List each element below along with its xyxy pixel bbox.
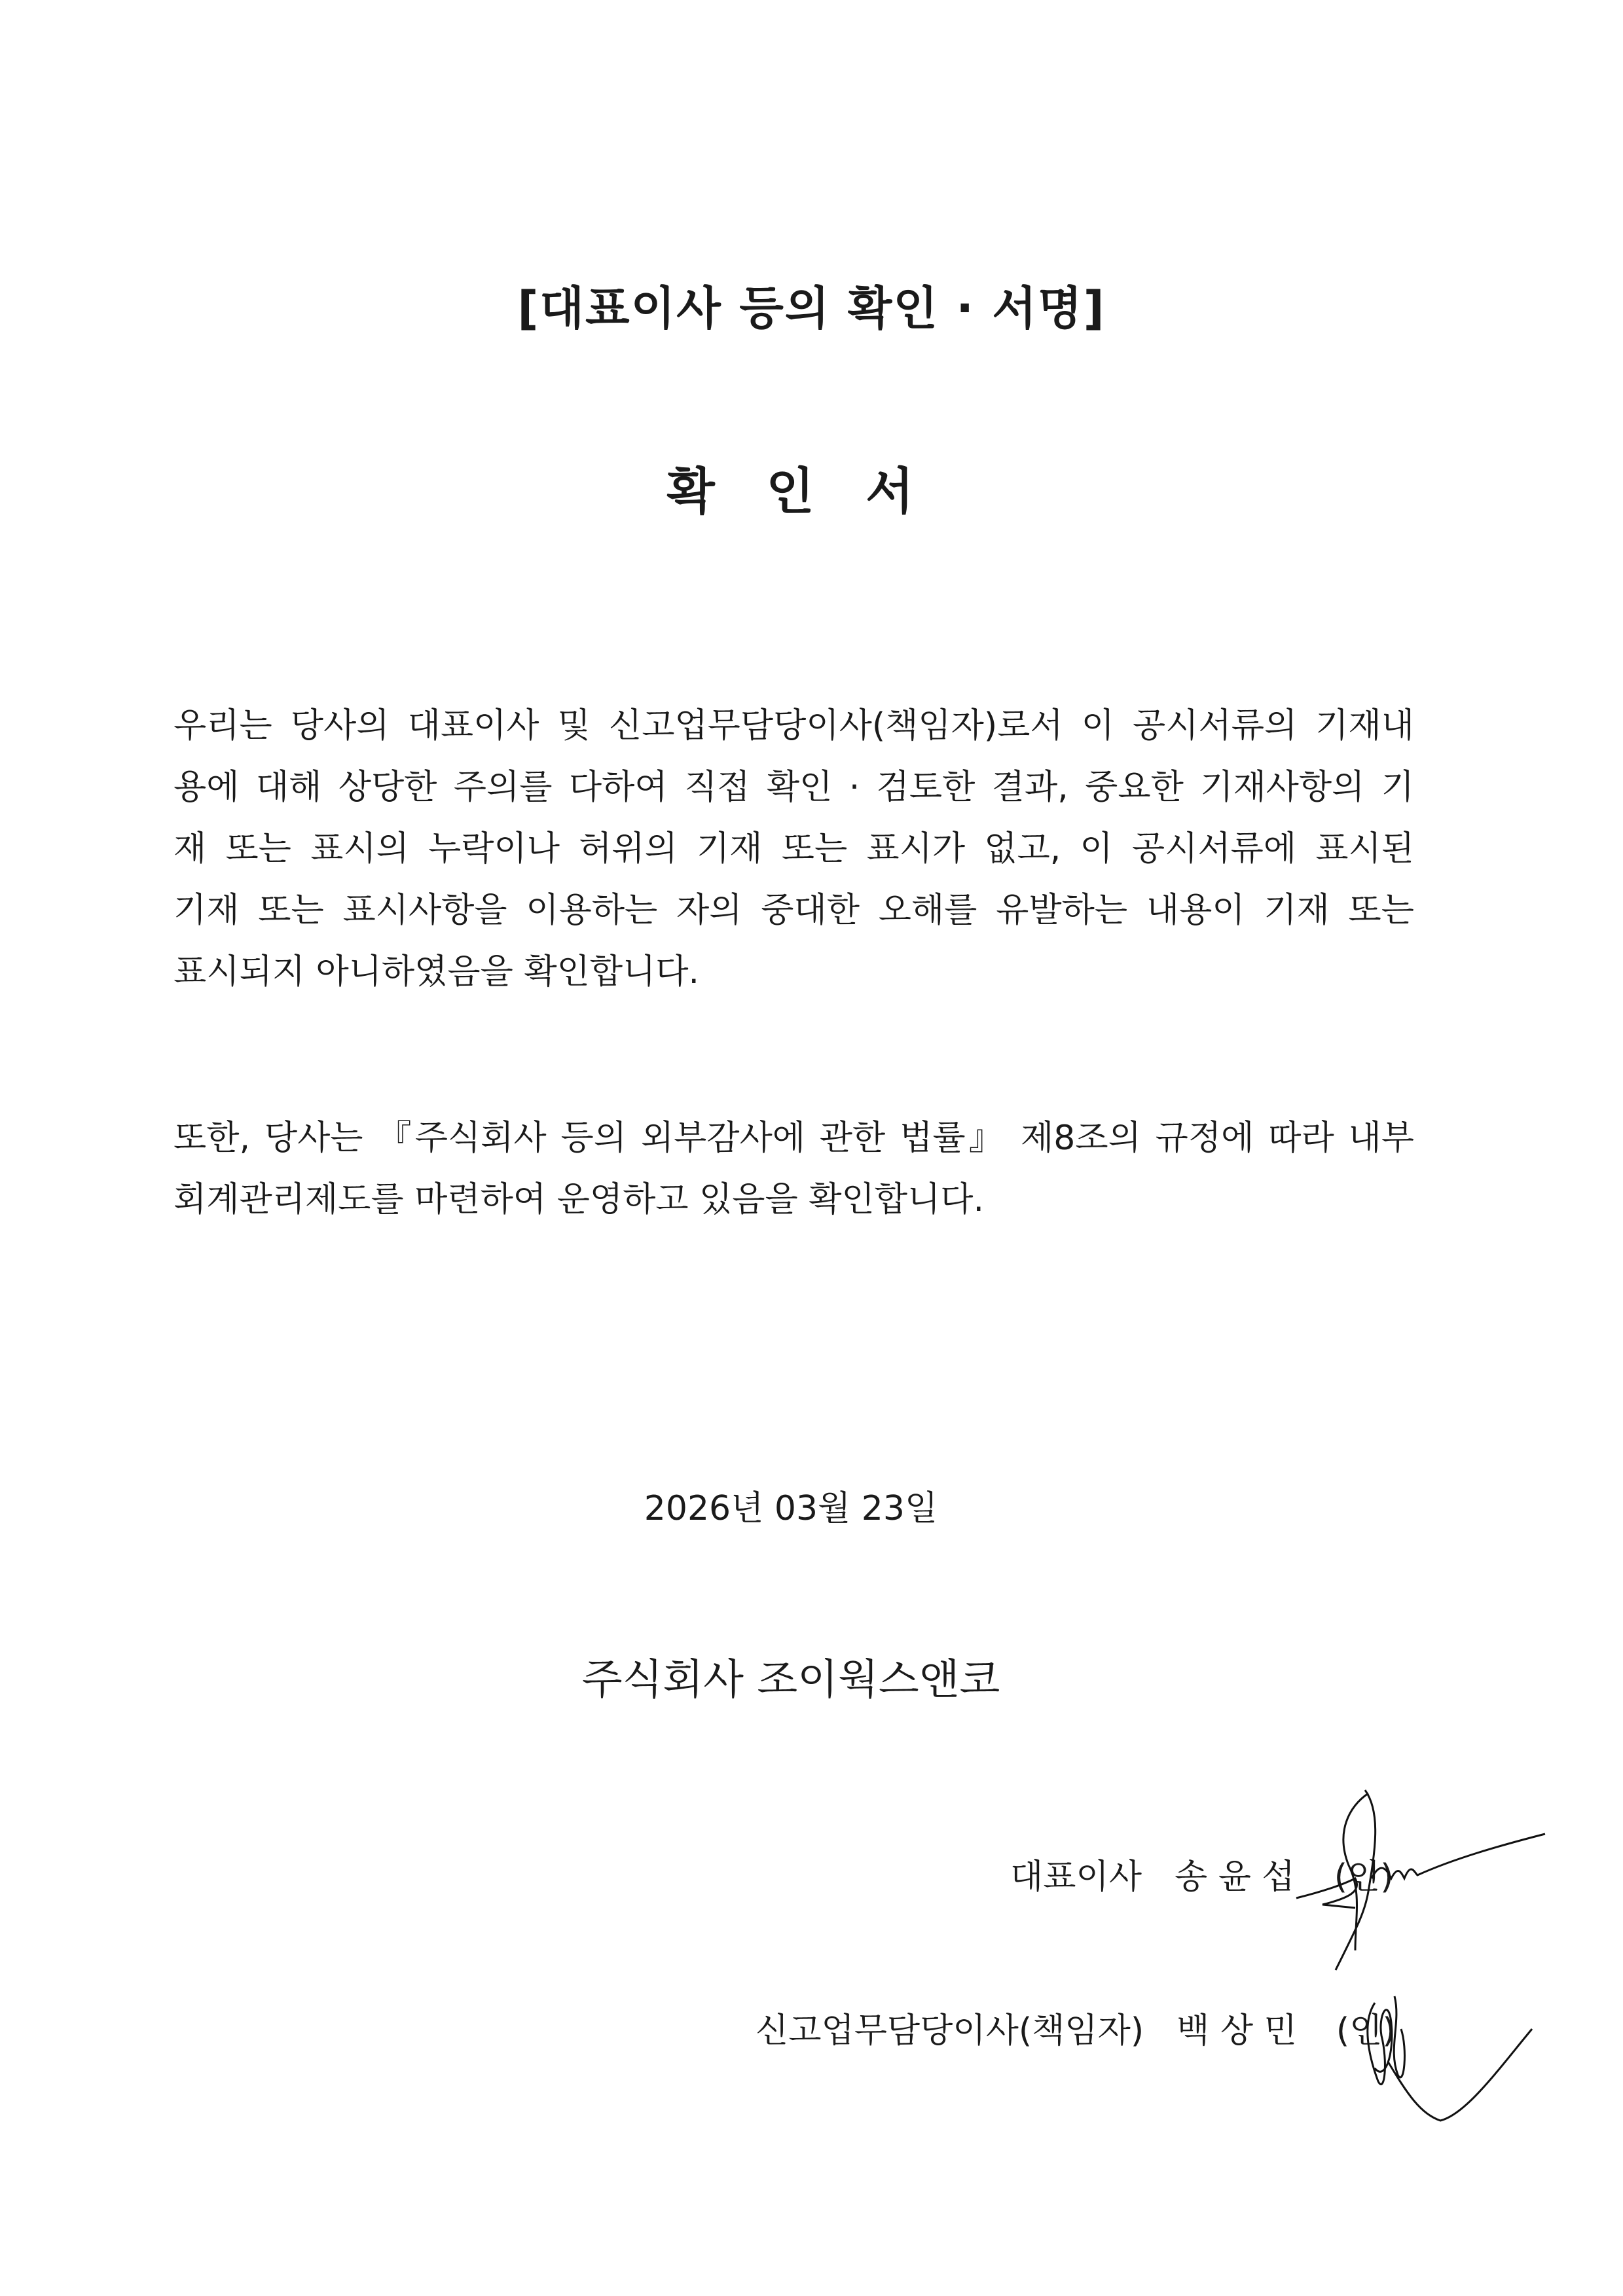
- signatory-name: 송 윤 섭: [1174, 1857, 1295, 1897]
- seal-mark: (인): [1336, 2011, 1396, 2051]
- document-title: 확 인 서: [666, 462, 931, 520]
- signatory-name: 백 상 민: [1176, 2011, 1297, 2051]
- paragraph-line: 또한, 당사는 『주식회사 등의 외부감사에 관한 법률』 제8조의 규정에 따라 내부: [173, 1119, 1414, 1158]
- confirmation-paragraph: [173, 695, 1414, 1003]
- paragraph-line: 우리는 당사의 대표이사 및 신고업무담당이사(책임자)로서 이 공시서류의 기재내: [173, 706, 1414, 745]
- ceo-handwritten-signature: [1283, 1780, 1558, 1977]
- paragraph-line: 재 또는 표시의 누락이나 허위의 기재 또는 표시가 없고, 이 공시서류에 표시된: [173, 829, 1414, 869]
- signatory-role: 신고업무담당이사(책임자): [756, 2011, 1144, 2051]
- company-name: 주식회사 조이웍스앤코: [581, 1656, 1000, 1704]
- internal-control-paragraph: [173, 1107, 1414, 1230]
- document-date: 2026년 03월 23일: [644, 1489, 938, 1528]
- officer-handwritten-signature: [1349, 1983, 1545, 2134]
- paragraph-line: 회계관리제도를 마련하여 운영하고 있음을 확인합니다.: [173, 1180, 984, 1219]
- paragraph-line: 표시되지 아니하였음을 확인합니다.: [173, 952, 700, 992]
- paragraph-line: 용에 대해 상당한 주의를 다하여 직접 확인 · 검토한 결과, 중요한 기재사항의 기: [173, 768, 1414, 807]
- signatory-role: 대표이사: [1010, 1857, 1142, 1897]
- section-heading: [대표이사 등의 확인 · 서명]: [517, 281, 1106, 335]
- seal-mark: (인): [1334, 1857, 1394, 1897]
- disclosure-officer-signature-line: [756, 2003, 1396, 2052]
- paragraph-line: 기재 또는 표시사항을 이용하는 자의 중대한 오해를 유발하는 내용이 기재 또는: [173, 891, 1414, 930]
